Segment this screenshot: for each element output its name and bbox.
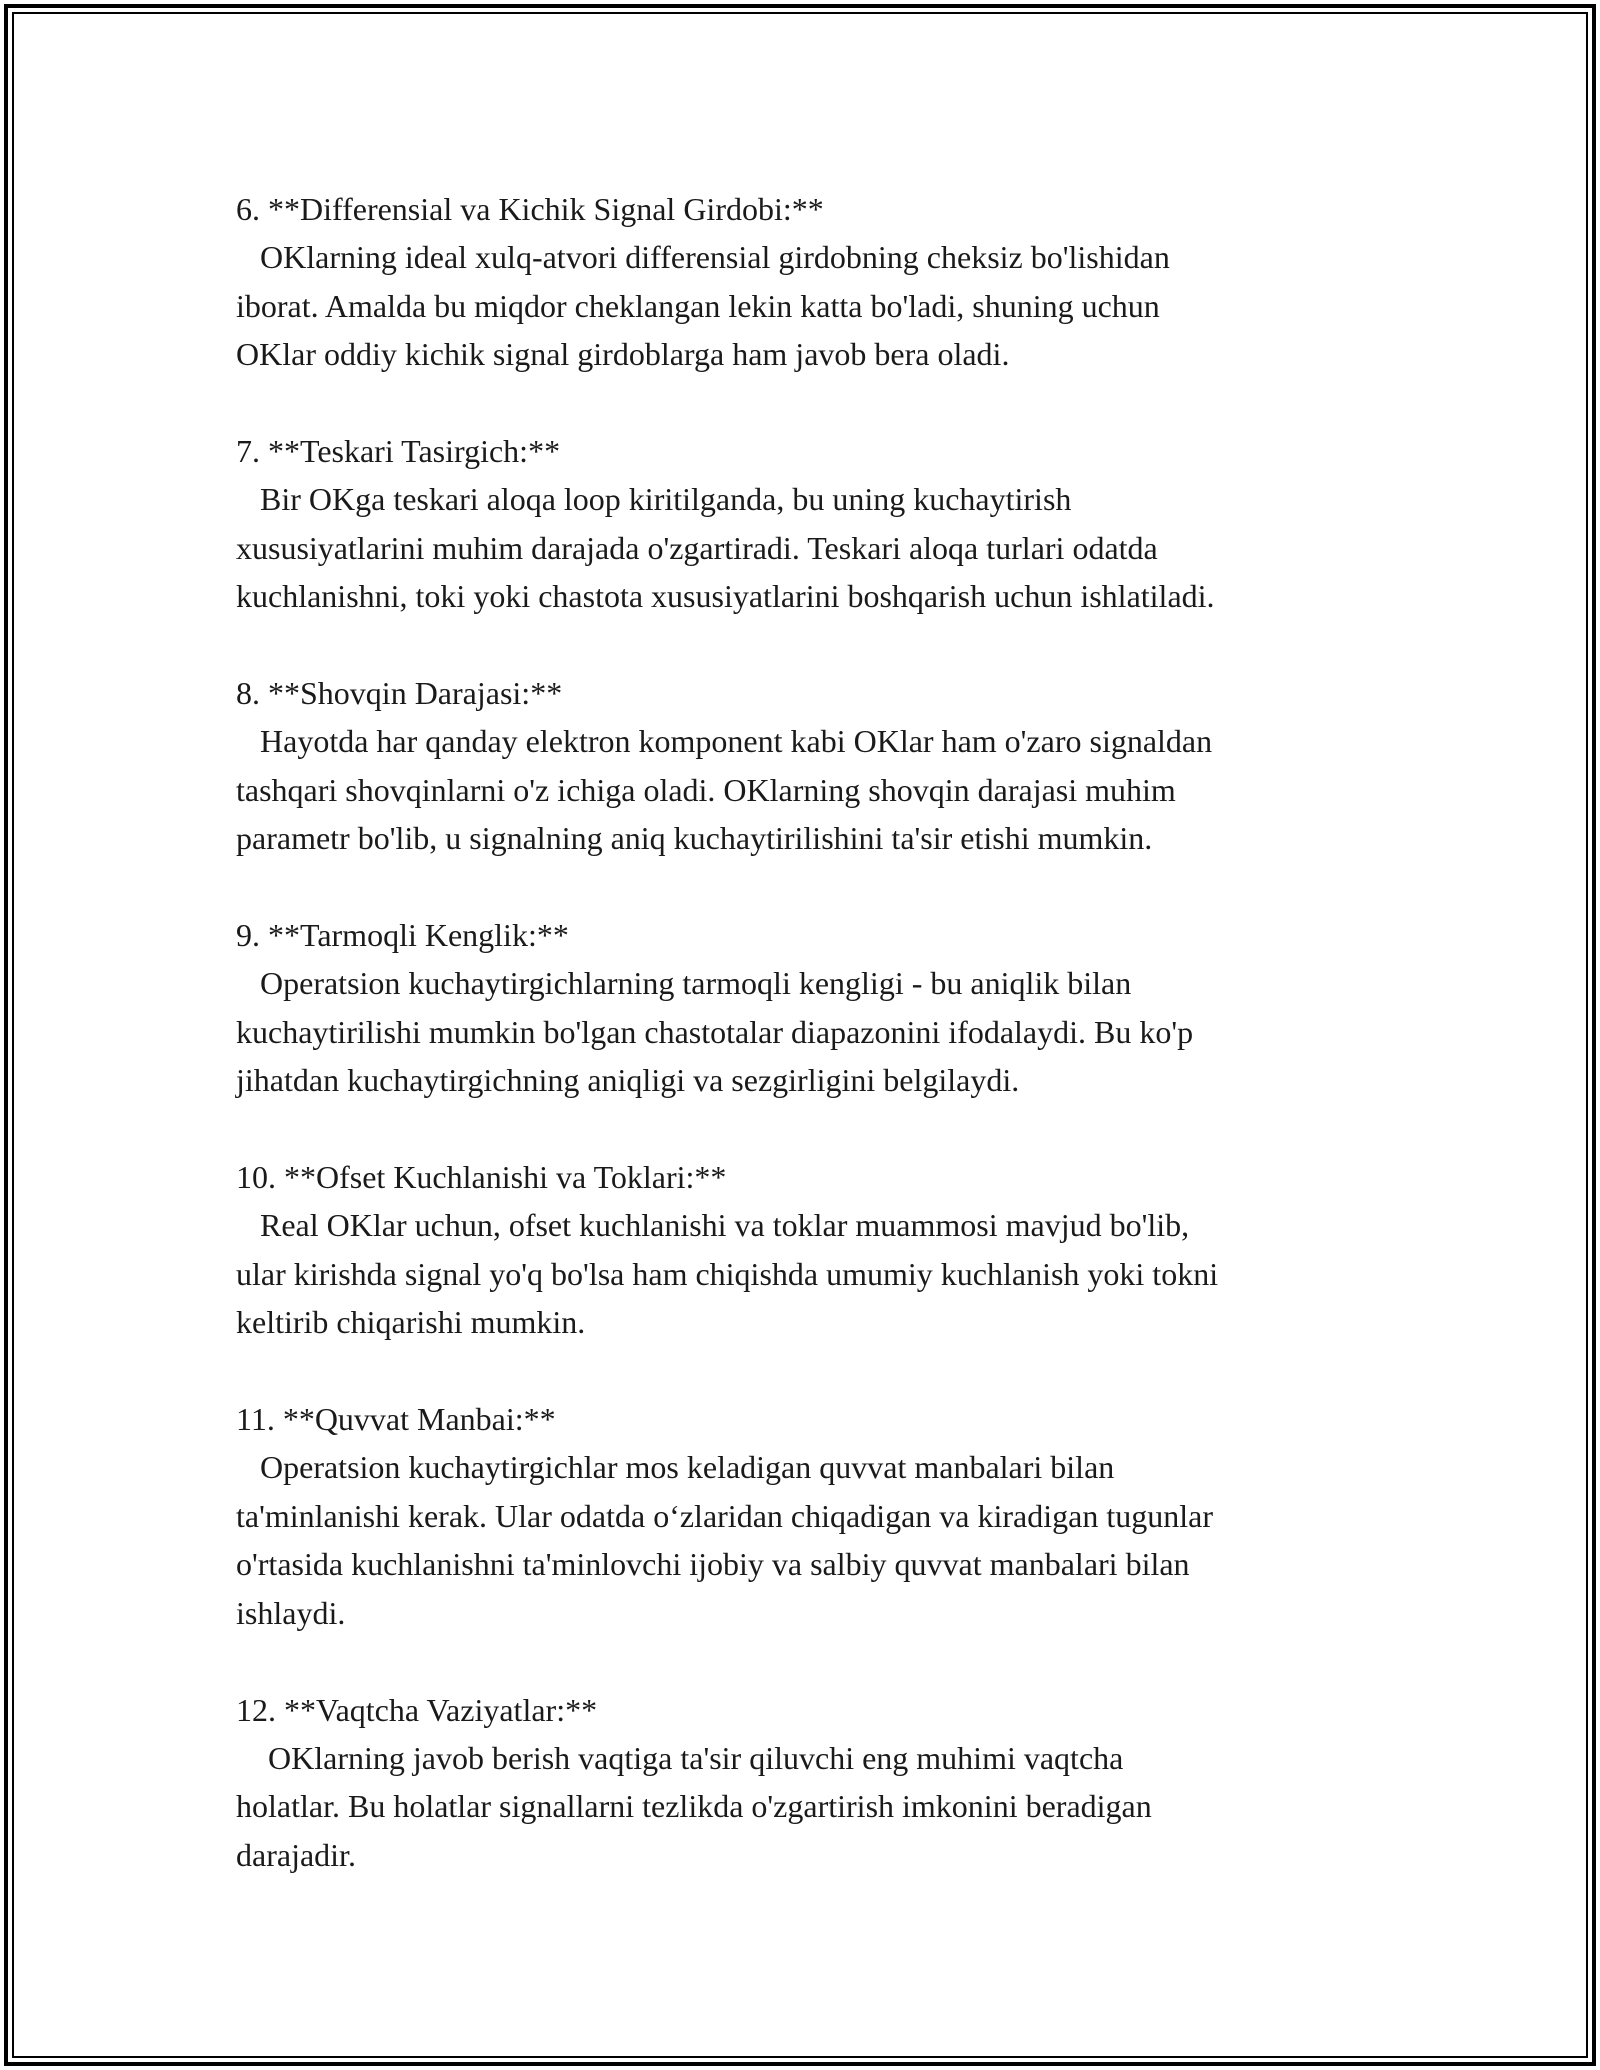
- section-title: 10. **Ofset Kuchlanishi va Toklari:**: [236, 1159, 727, 1196]
- paragraph-line: parametr bo'lib, u signalning aniq kuchaytirilishini ta'sir etishi mumkin.: [236, 820, 1153, 857]
- paragraph-line: iborat. Amalda bu miqdor cheklangan lekin katta bo'ladi, shuning uchun: [236, 287, 1160, 324]
- section-title: 9. **Tarmoqli Kenglik:**: [236, 917, 569, 954]
- section-title: 12. **Vaqtcha Vaziyatlar:**: [236, 1691, 598, 1728]
- paragraph-line: ishlaydi.: [236, 1594, 346, 1631]
- section-title: 11. **Quvvat Manbai:**: [236, 1401, 556, 1438]
- paragraph-line: holatlar. Bu holatlar signallarni tezlikda o'zgartirish imkonini beradigan: [236, 1788, 1152, 1825]
- paragraph-line: ta'minlanishi kerak. Ular odatda o‘zlaridan chiqadigan va kiradigan tugunlar: [236, 1497, 1213, 1534]
- section-title: 7. **Teskari Tasirgich:**: [236, 433, 561, 470]
- section-10: [236, 1153, 1386, 1347]
- paragraph-line: jihatdan kuchaytirgichning aniqligi va sezgirligini belgilaydi.: [236, 1062, 1020, 1099]
- paragraph-line: o'rtasida kuchlanishni ta'minlovchi ijobiy va salbiy quvvat manbalari bilan: [236, 1546, 1190, 1583]
- paragraph-line: OKlarning javob berish vaqtiga ta'sir qiluvchi eng muhimi vaqtcha: [236, 1739, 1124, 1776]
- paragraph-line: keltirib chiqarishi mumkin.: [236, 1304, 586, 1341]
- paragraph-line: Real OKlar uchun, ofset kuchlanishi va toklar muammosi mavjud bo'lib,: [236, 1207, 1190, 1244]
- paragraph-line: Operatsion kuchaytirgichlarning tarmoqli kengligi - bu aniqlik bilan: [236, 965, 1132, 1002]
- paragraph-line: Bir OKga teskari aloqa loop kiritilganda, bu uning kuchaytirish: [236, 481, 1072, 518]
- paragraph-line: kuchlanishni, toki yoki chastota xususiyatlarini boshqarish uchun ishlatiladi.: [236, 578, 1215, 615]
- section-title: 8. **Shovqin Darajasi:**: [236, 675, 563, 712]
- section-12: [236, 1686, 1386, 1880]
- paragraph-line: OKlar oddiy kichik signal girdoblarga ham javob bera oladi.: [236, 336, 1010, 373]
- section-6: [236, 185, 1386, 379]
- paragraph-line: Operatsion kuchaytirgichlar mos keladigan quvvat manbalari bilan: [236, 1449, 1115, 1486]
- section-7: [236, 427, 1386, 621]
- paragraph-line: kuchaytirilishi mumkin bo'lgan chastotalar diapazonini ifodalaydi. Bu ko'p: [236, 1013, 1194, 1050]
- section-9: [236, 911, 1386, 1105]
- document-body: [236, 185, 1386, 1928]
- paragraph-line: xususiyatlarini muhim darajada o'zgartiradi. Teskari aloqa turlari odatda: [236, 529, 1158, 566]
- section-title: 6. **Differensial va Kichik Signal Girdobi:**: [236, 191, 824, 227]
- paragraph-line: tashqari shovqinlarni o'z ichiga oladi. OKlarning shovqin darajasi muhim: [236, 771, 1176, 808]
- section-8: [236, 669, 1386, 863]
- paragraph-line: darajadir.: [236, 1836, 356, 1873]
- paragraph-line: ular kirishda signal yo'q bo'lsa ham chiqishda umumiy kuchlanish yoki tokni: [236, 1255, 1219, 1292]
- paragraph-line: OKlarning ideal xulq-atvori differensial girdobning cheksiz bo'lishidan: [236, 239, 1170, 276]
- section-11: [236, 1395, 1386, 1637]
- paragraph-line: Hayotda har qanday elektron komponent kabi OKlar ham o'zaro signaldan: [236, 723, 1213, 760]
